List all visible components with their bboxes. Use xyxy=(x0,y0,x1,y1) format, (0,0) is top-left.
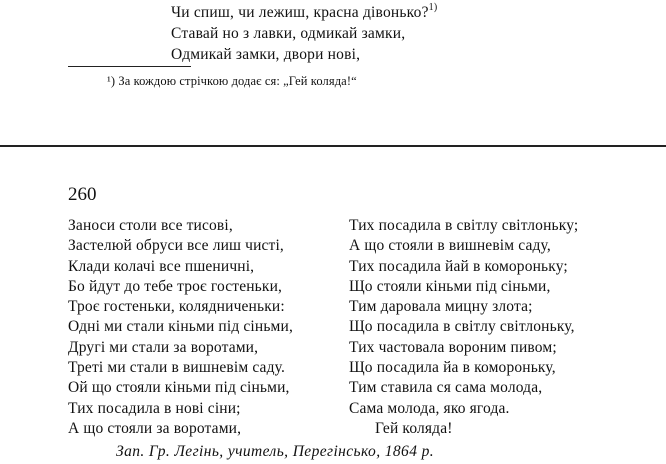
footnote: ¹) За кождою стрічкою додає ся: „Гей коляда!“ xyxy=(107,74,357,88)
page-number: 260 xyxy=(68,184,97,205)
verse-line: Ставай но з лавки, одмикай замки, xyxy=(171,25,406,42)
verse-line: Ой що стояли кіньми під сіньми, xyxy=(68,379,290,397)
verse-line: Що стояли кіньми під сіньми, xyxy=(349,277,551,295)
verse-line: Другі ми стали за воротами, xyxy=(68,338,259,356)
verse-line: Одні ми стали кіньми під сіньми, xyxy=(68,318,293,336)
verse-line: Тих посадила в світлу світлоньку; xyxy=(349,217,579,234)
source-attribution: Зап. Гр. Легінь, учитель, Перегінсько, 1864 р. xyxy=(116,443,435,460)
verse-column-right xyxy=(349,216,578,439)
verse-line: Тих посадила в нові сіни; xyxy=(68,399,241,417)
verse-line: Застелюй обруси все лиш чисті, xyxy=(68,237,284,255)
verse-line: Бо йдут до тебе троє гостеньки, xyxy=(68,277,283,295)
footnote-divider xyxy=(68,66,191,67)
verse-line: А що стояли в вишневім саду, xyxy=(349,237,551,255)
verse-line: Одмикай замки, двори нові, xyxy=(171,46,361,63)
verse-line: Тим ставила ся сама молода, xyxy=(349,379,543,397)
footnote-marker: 1) xyxy=(428,1,438,13)
verse-line: Треті ми стали в вишневім саду. xyxy=(68,359,285,377)
verse-line: Тих посадила йай в комороньку; xyxy=(349,257,568,275)
verse-column-left xyxy=(68,216,293,439)
verse-line: Тих частовала вороним пивом; xyxy=(349,338,557,356)
verse-line: Чи спиш, чи лежиш, красна дівонько?$^{1)}$ xyxy=(171,1,438,21)
verse-line: Що посадила йа в комороньку, xyxy=(349,359,556,377)
page-break-rule xyxy=(0,145,666,147)
refrain-line: Гей коляда! xyxy=(375,419,453,437)
verse-line: А що стояли за воротами, xyxy=(68,419,242,437)
verse-line: Тим даровала мицну злота; xyxy=(349,298,533,316)
verse-line: Сама молода, яко ягода. xyxy=(349,399,510,417)
verse-line: Що посадила в світлу світлоньку, xyxy=(349,318,575,336)
verse-line: Заноси столи все тисові, xyxy=(68,217,233,234)
verse-line: Троє гостеньки, колядниченьки: xyxy=(68,298,285,316)
verse-line: Клади колачі все пшеничні, xyxy=(68,257,255,275)
top-verse xyxy=(171,2,641,65)
